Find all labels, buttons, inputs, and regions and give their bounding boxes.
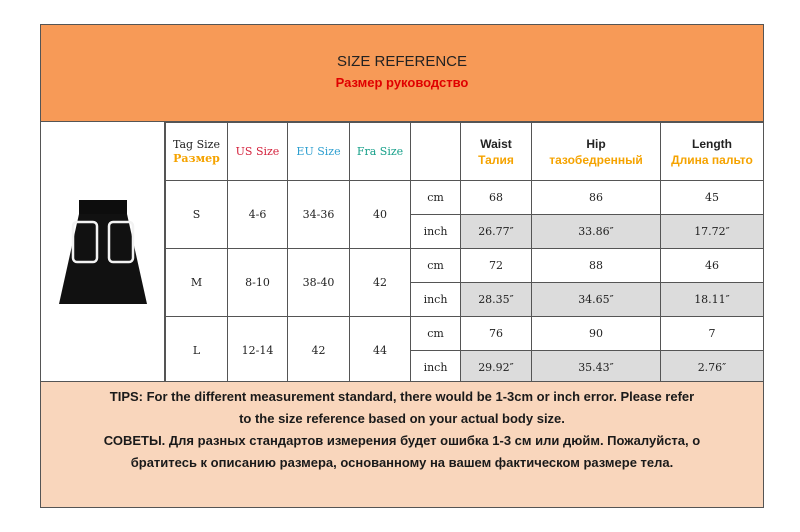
col-us-size bbox=[228, 123, 288, 181]
eu-size-cell: 38-40 bbox=[288, 249, 350, 317]
unit-inch-cell: inch bbox=[411, 351, 461, 385]
skirt-image bbox=[51, 198, 155, 308]
tips-en-line1: TIPS: For the different measurement standard, there would be 1-3cm or inch error. Please refer bbox=[109, 389, 695, 404]
eu-size-cell: 42 bbox=[288, 317, 350, 385]
tag-size-ru-label: Размер bbox=[173, 151, 220, 165]
tips-en-line2: to the size reference based on your actual body size. bbox=[239, 411, 565, 426]
unit-inch-cell: inch bbox=[411, 215, 461, 249]
us-size-cell: 8-10 bbox=[228, 249, 288, 317]
fra-size-label: Fra Size bbox=[356, 144, 404, 158]
tag-size-cell: S bbox=[166, 181, 228, 249]
hip-inch-cell: 33.86″ bbox=[532, 215, 661, 249]
table-row bbox=[166, 181, 764, 215]
tag-size-cell: M bbox=[166, 249, 228, 317]
hip-inch-cell: 35.43″ bbox=[532, 351, 661, 385]
unit-inch-cell: inch bbox=[411, 283, 461, 317]
tips-ru-line1: СОВЕТЫ. Для разных стандартов измерения будет ошибка 1-3 см или дюйм. Пожалуйста, о bbox=[103, 433, 701, 448]
us-size-label: US Size bbox=[235, 144, 280, 158]
size-table bbox=[165, 122, 764, 385]
length-ru-label: Длина пальто bbox=[671, 153, 753, 167]
length-inch-cell: 17.72″ bbox=[661, 215, 764, 249]
us-size-cell: 12-14 bbox=[228, 317, 288, 385]
hip-ru-label: тазобедренный bbox=[549, 153, 643, 167]
length-cm-cell: 45 bbox=[661, 181, 764, 215]
col-eu-size bbox=[288, 123, 350, 181]
waist-cm-cell: 72 bbox=[461, 249, 532, 283]
waist-inch-cell: 26.77″ bbox=[461, 215, 532, 249]
fra-size-cell: 42 bbox=[350, 249, 411, 317]
hip-cm-cell: 90 bbox=[532, 317, 661, 351]
waist-inch-cell: 29.92″ bbox=[461, 351, 532, 385]
unit-cm-cell: cm bbox=[411, 249, 461, 283]
unit-cm-cell: cm bbox=[411, 317, 461, 351]
hip-label: Hip bbox=[586, 137, 606, 151]
header-subtitle: Размер руководство bbox=[335, 75, 469, 90]
length-label: Length bbox=[692, 137, 732, 151]
col-hip bbox=[532, 123, 661, 181]
waist-cm-cell: 68 bbox=[461, 181, 532, 215]
col-length bbox=[661, 123, 764, 181]
waist-inch-cell: 28.35″ bbox=[461, 283, 532, 317]
hip-cm-cell: 88 bbox=[532, 249, 661, 283]
us-size-cell: 4-6 bbox=[228, 181, 288, 249]
fra-size-cell: 40 bbox=[350, 181, 411, 249]
tips-box bbox=[41, 381, 763, 507]
eu-size-cell: 34-36 bbox=[288, 181, 350, 249]
tag-size-label: Tag Size bbox=[173, 137, 220, 151]
hip-inch-cell: 34.65″ bbox=[532, 283, 661, 317]
table-header-row bbox=[166, 123, 764, 181]
waist-ru-label: Талия bbox=[478, 153, 514, 167]
col-unit bbox=[411, 123, 461, 181]
eu-size-label: EU Size bbox=[296, 144, 341, 158]
table-row bbox=[166, 249, 764, 283]
length-inch-cell: 2.76″ bbox=[661, 351, 764, 385]
tips-ru-line2: братитесь к описанию размера, основанному на вашем фактическом размере тела. bbox=[130, 455, 674, 470]
waist-cm-cell: 76 bbox=[461, 317, 532, 351]
col-fra-size bbox=[350, 123, 411, 181]
col-tag-size bbox=[166, 123, 228, 181]
fra-size-cell: 44 bbox=[350, 317, 411, 385]
header-title: SIZE REFERENCE bbox=[336, 53, 468, 70]
col-waist bbox=[461, 123, 532, 181]
tag-size-cell: L bbox=[166, 317, 228, 385]
length-cm-cell: 46 bbox=[661, 249, 764, 283]
product-image-cell bbox=[41, 122, 165, 381]
size-chart-frame bbox=[40, 24, 764, 508]
table-row bbox=[166, 317, 764, 351]
length-cm-cell: 7 bbox=[661, 317, 764, 351]
length-inch-cell: 18.11″ bbox=[661, 283, 764, 317]
waist-label: Waist bbox=[480, 137, 512, 151]
hip-cm-cell: 86 bbox=[532, 181, 661, 215]
unit-cm-cell: cm bbox=[411, 181, 461, 215]
size-reference-header bbox=[41, 25, 763, 122]
